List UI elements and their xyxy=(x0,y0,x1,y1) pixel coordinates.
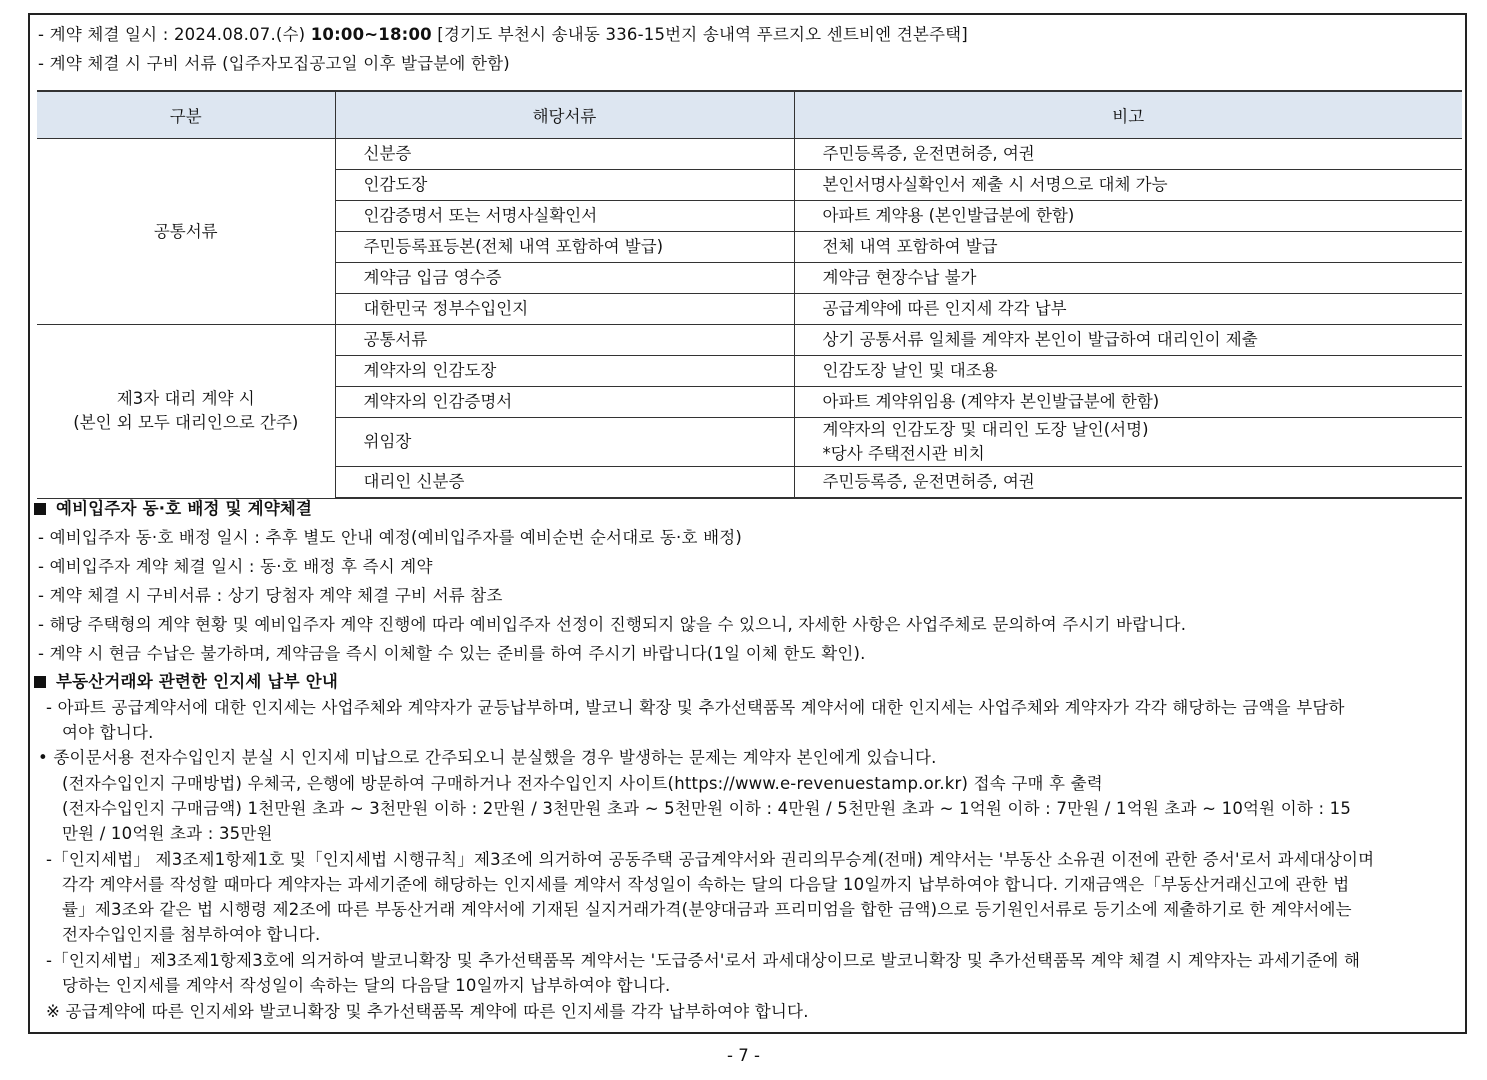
note-line: *당사 주택전시관 비치 xyxy=(822,444,985,463)
contract-date-line xyxy=(38,23,968,47)
note-cell: 공급계약에 따른 인지세 각각 납부 xyxy=(794,294,1462,325)
category-proxy xyxy=(37,325,335,499)
contract-place: [경기도 부천시 송내동 336-15번지 송내역 푸르지오 센트비엔 견본주택] xyxy=(431,25,968,44)
stamp-line: ※ 공급계약에 따른 인지세와 발코니확장 및 추가선택품목 계약에 따른 인지세를 각각 납부하여야 합니다. xyxy=(46,1002,809,1021)
page-number: - 7 - xyxy=(727,1046,760,1065)
note-line: 계약자의 인감도장 및 대리인 도장 날인(서명) xyxy=(822,420,1149,439)
reserve-line: - 예비입주자 동·호 배정 일시 : 추후 별도 안내 예정(예비입주자를 예비순번 순서대로 동·호 배정) xyxy=(38,528,743,547)
stamp-line: (전자수입인지 구매방법) 우체국, 은행에 방문하여 구매하거나 전자수입인지 사이트(https://www.e-revenuestamp.or.kr) 접속 구매 후 출력 xyxy=(62,774,1103,793)
category-proxy-line2: (본인 외 모두 대리인으로 간주) xyxy=(73,413,299,433)
doc-cell: 대한민국 정부수입인지 xyxy=(335,294,794,325)
header-documents: 해당서류 xyxy=(335,91,794,139)
note-cell: 본인서명사실확인서 제출 시 서명으로 대체 가능 xyxy=(794,170,1462,201)
header-remarks: 비고 xyxy=(794,91,1462,139)
table-row xyxy=(37,139,1462,170)
table-row xyxy=(37,325,1462,356)
category-common: 공통서류 xyxy=(37,139,335,325)
note-cell: 주민등록증, 운전면허증, 여권 xyxy=(794,139,1462,170)
stamp-line: -「인지세법」제3조제1항제3호에 의거하여 발코니확장 및 추가선택품목 계약서는 '도급증서'로서 과세대상이므로 발코니확장 및 추가선택품목 계약 체결 시 계약자는 과세기준에 해 xyxy=(46,951,1361,970)
reserve-line: - 계약 체결 시 구비서류 : 상기 당첨자 계약 체결 구비 서류 참조 xyxy=(38,586,503,605)
contract-documents-table xyxy=(37,90,1462,499)
category-proxy-line1: 제3자 대리 계약 시 xyxy=(116,389,255,409)
stamp-line: 당하는 인지세를 계약서 작성일이 속하는 달의 다음달 10일까지 납부하여야 합니다. xyxy=(62,976,671,995)
doc-cell: 계약자의 인감도장 xyxy=(335,356,794,387)
contract-date-prefix: - 계약 체결 일시 : 2024.08.07.(수) xyxy=(38,25,311,44)
reserve-heading xyxy=(34,497,312,521)
note-cell: 전체 내역 포함하여 발급 xyxy=(794,232,1462,263)
note-cell: 아파트 계약용 (본인발급분에 한함) xyxy=(794,201,1462,232)
square-bullet-icon xyxy=(34,503,46,515)
note-cell xyxy=(794,418,1462,467)
stamp-line: 률」제3조와 같은 법 시행령 제2조에 따른 부동산거래 계약서에 기재된 실지거래가격(분양대금과 프리미엄을 합한 금액)으로 등기원인서류로 등기소에 제출하기로 한 계약서에는 xyxy=(62,900,1352,919)
stamp-line: (전자수입인지 구매금액) 1천만원 초과 ~ 3천만원 이하 : 2만원 / 3천만원 초과 ~ 5천만원 이하 : 4만원 / 5천만원 초과 ~ 1억원 이하 : 7만원 / 1억원 초과 ~ 10억원 이하 : 15 xyxy=(62,799,1352,818)
stamp-heading xyxy=(34,670,338,694)
contract-docs-note: - 계약 체결 시 구비 서류 (입주자모집공고일 이후 발급분에 한함) xyxy=(38,54,510,73)
stamp-line: 만원 / 10억원 초과 : 35만원 xyxy=(62,824,273,843)
stamp-line: 각각 계약서를 작성할 때마다 계약자는 과세기준에 해당하는 인지세를 계약서 작성일이 속하는 달의 다음달 10일까지 납부하여야 합니다. 기재금액은「부동산거래신고에 관한 법 xyxy=(62,875,1350,894)
doc-cell: 인감도장 xyxy=(335,170,794,201)
stamp-heading-text: 부동산거래와 관련한 인지세 납부 안내 xyxy=(56,672,339,691)
table-header-row xyxy=(37,91,1462,139)
square-bullet-icon xyxy=(34,676,46,688)
stamp-line: • 종이문서용 전자수입인지 분실 시 인지세 미납으로 간주되오니 분실했을 경우 발생하는 문제는 계약자 본인에게 있습니다. xyxy=(38,748,937,767)
note-cell: 아파트 계약위임용 (계약자 본인발급분에 한함) xyxy=(794,387,1462,418)
stamp-line: - 아파트 공급계약서에 대한 인지세는 사업주체와 계약자가 균등납부하며, 발코니 확장 및 추가선택품목 계약서에 대한 인지세는 사업주체와 계약자가 각각 해당하는 금액을 부담하 xyxy=(46,698,1345,717)
doc-cell: 계약금 입금 영수증 xyxy=(335,263,794,294)
doc-cell: 대리인 신분증 xyxy=(335,467,794,499)
stamp-line: -「인지세법」 제3조제1항제1호 및「인지세법 시행규칙」제3조에 의거하여 공동주택 공급계약서와 권리의무승계(전매) 계약서는 '부동산 소유권 이전에 관한 증서'로서 과세대상이며 xyxy=(46,850,1375,869)
note-cell: 주민등록증, 운전면허증, 여권 xyxy=(794,467,1462,499)
doc-cell: 신분증 xyxy=(335,139,794,170)
doc-cell: 인감증명서 또는 서명사실확인서 xyxy=(335,201,794,232)
reserve-line: - 예비입주자 계약 체결 일시 : 동·호 배정 후 즉시 계약 xyxy=(38,557,433,576)
doc-cell: 계약자의 인감증명서 xyxy=(335,387,794,418)
note-cell: 계약금 현장수납 불가 xyxy=(794,263,1462,294)
contract-time: 10:00~18:00 xyxy=(310,25,432,44)
reserve-line: - 계약 시 현금 수납은 불가하며, 계약금을 즉시 이체할 수 있는 준비를 하여 주시기 바랍니다(1일 이체 한도 확인). xyxy=(38,644,866,663)
note-cell: 인감도장 날인 및 대조용 xyxy=(794,356,1462,387)
reserve-line: - 해당 주택형의 계약 현황 및 예비입주자 계약 진행에 따라 예비입주자 선정이 진행되지 않을 수 있으니, 자세한 사항은 사업주체로 문의하여 주시기 바랍니다. xyxy=(38,615,1187,634)
header-category: 구분 xyxy=(37,91,335,139)
reserve-heading-text: 예비입주자 동·호 배정 및 계약체결 xyxy=(56,499,313,518)
note-cell: 상기 공통서류 일체를 계약자 본인이 발급하여 대리인이 제출 xyxy=(794,325,1462,356)
stamp-line: 전자수입인지를 첨부하여야 합니다. xyxy=(62,925,321,944)
doc-cell: 주민등록표등본(전체 내역 포함하여 발급) xyxy=(335,232,794,263)
doc-cell: 위임장 xyxy=(335,418,794,467)
doc-cell: 공통서류 xyxy=(335,325,794,356)
stamp-line: 여야 합니다. xyxy=(62,723,154,742)
